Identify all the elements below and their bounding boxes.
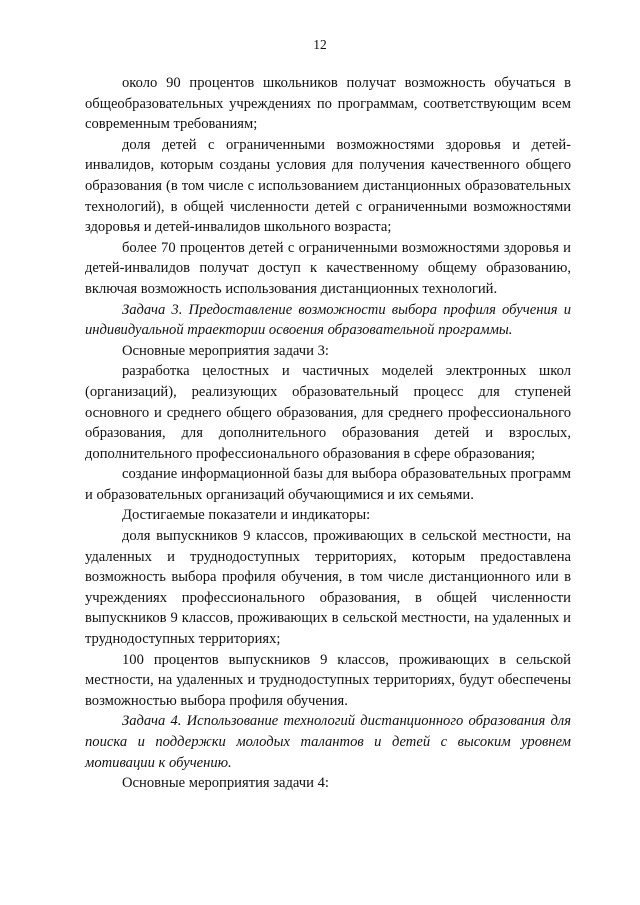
paragraph: более 70 процентов детей с ограниченными возможностями здоровья и детей-инвалидов получат доступ к качественному общему образованию, включая возможность использования дистанционных технологий. xyxy=(85,239,571,297)
document-body xyxy=(85,73,571,794)
paragraph: Основные мероприятия задачи 3: xyxy=(122,342,329,359)
paragraph: около 90 процентов школьников получат возможность обучаться в общеобразовательных учреждениях по программам, соответствующим всем современным требованиям; xyxy=(85,75,571,133)
paragraph: создание информационной базы для выбора образовательных программ и образовательных организаций обучающимися и их семьями. xyxy=(85,466,571,503)
paragraph: разработка целостных и частичных моделей электронных школ (организаций), реализующих образовательный процесс для ступеней основного и среднего общего образования, для среднего профессионального образования, для дополнительного образования детей и взрослых, дополнительного профессионального образования в сфере образования; xyxy=(85,363,571,462)
page-number: 12 xyxy=(313,37,327,52)
paragraph: доля выпускников 9 классов, проживающих в сельской местности, на удаленных и труднодоступных территориях, которым предоставлена возможность выбора профиля обучения, в том числе дистанционного или в учреждениях профессионального образования, в общей численности выпускников 9 классов, проживающих в сельской местности, на удаленных и труднодоступных территориях; xyxy=(85,528,571,648)
task-heading: Задача 4. Использование технологий дистанционного образования для поиска и поддержки молодых талантов и детей с высоким уровнем мотивации к обучению. xyxy=(85,713,571,771)
paragraph: 100 процентов выпускников 9 классов, проживающих в сельской местности, на удаленных и труднодоступных территориях, будут обеспечены возможностью выбора профиля обучения. xyxy=(85,651,571,709)
paragraph: Достигаемые показатели и индикаторы: xyxy=(122,507,371,524)
paragraph: Основные мероприятия задачи 4: xyxy=(122,775,329,792)
task-heading: Задача 3. Предоставление возможности выбора профиля обучения и индивидуальной траектории освоения образовательной программы. xyxy=(85,301,571,339)
paragraph: доля детей с ограниченными возможностями здоровья и детей-инвалидов, которым созданы условия для получения качественного общего образования (в том числе с использованием дистанционных образовательных технологий), в общей численности детей с ограниченными возможностями здоровья и детей-инвалидов школьного возраста; xyxy=(85,136,571,236)
